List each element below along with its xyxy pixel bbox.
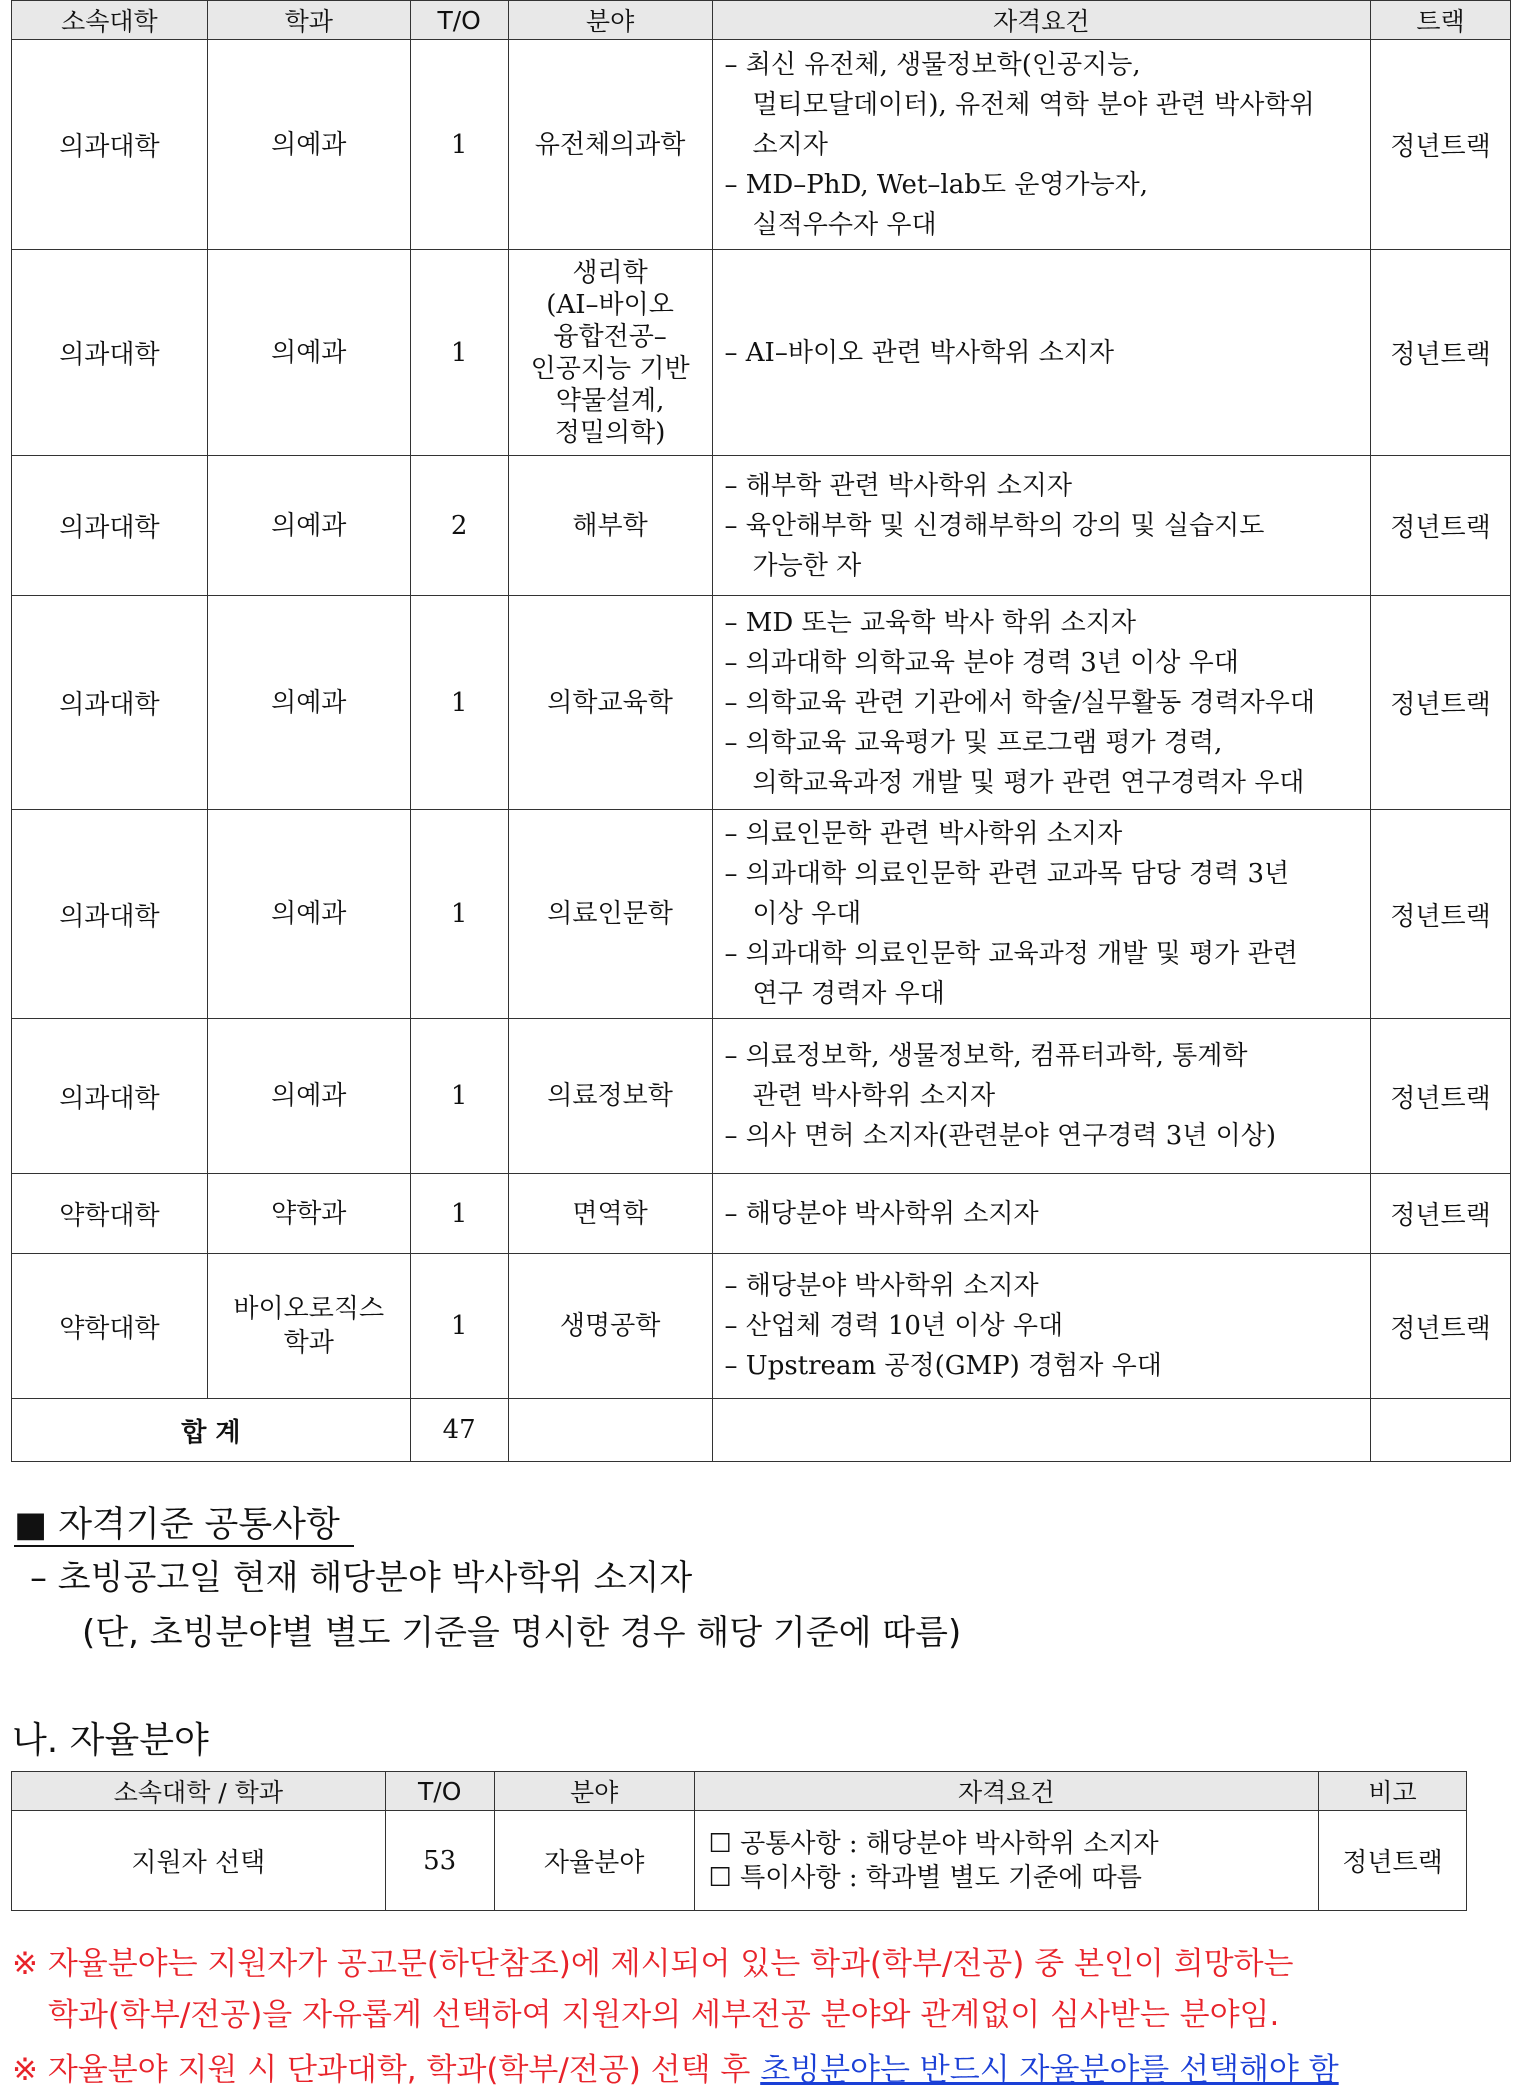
notice-line-2: 학과(학부/전공)을 자유롭게 선택하여 지원자의 세부전공 분야와 관계없이 심사받는 분야임. (48, 1997, 1280, 2033)
requirement-line: 연구 경력자 우대 (752, 979, 945, 1009)
cell-to: 1 (410, 1254, 508, 1399)
notice-line-3 (12, 2044, 1339, 2089)
total-empty-req (712, 1399, 1371, 1462)
field-line: 생명공학 (559, 1311, 661, 1341)
common-criteria-line2: (단, 초빙분야별 별도 기준을 명시한 경우 해당 기준에 따름) (82, 1613, 962, 1653)
field-line: 면역학 (572, 1198, 648, 1229)
table-row (12, 810, 1511, 1019)
table2-header-row (12, 1772, 1467, 1811)
cell-to: 1 (410, 810, 508, 1019)
table-row (12, 250, 1511, 456)
col-header-college-dept: 소속대학 / 학과 (12, 1772, 386, 1811)
table-row (12, 456, 1511, 596)
col-header-to: T/O (410, 1, 508, 40)
cell-college: 의과대학 (12, 810, 208, 1019)
cell-requirements (694, 1811, 1319, 1911)
cell-field (508, 40, 712, 250)
cell-remark: 정년트랙 (1319, 1811, 1467, 1911)
section-title-autonomous: 나. 자율분야 (12, 1720, 209, 1761)
col-header-track: 트랙 (1371, 1, 1511, 40)
col-header-field: 분야 (494, 1772, 694, 1811)
cell-requirements (712, 1174, 1371, 1254)
field-line: 의료정보학 (547, 1081, 673, 1111)
cell-requirements (712, 810, 1371, 1019)
table-body (12, 40, 1511, 1399)
requirement-line: 실적우수자 우대 (752, 209, 937, 240)
requirement-line: – 산업체 경력 10년 이상 우대 (724, 1311, 1064, 1341)
col-header-dept: 학과 (207, 1, 410, 40)
cell-to: 1 (410, 40, 508, 250)
cell-field (508, 596, 712, 810)
cell-college: 약학대학 (12, 1174, 208, 1254)
requirement-special: ☐ 특이사항 : 학과별 별도 기준에 따름 (708, 1862, 1142, 1893)
col-header-requirements: 자격요건 (712, 1, 1371, 40)
cell-track: 정년트랙 (1371, 1254, 1511, 1399)
requirement-line: – 의학교육 교육평가 및 프로그램 평가 경력, (724, 727, 1223, 758)
requirement-line: 소지자 (752, 129, 828, 160)
notice-line-3-text: ※ 자율분야 지원 시 단과대학, 학과(학부/전공) 선택 후 (12, 2052, 761, 2088)
field-line: 의료인문학 (547, 899, 673, 929)
cell-field (508, 250, 712, 456)
cell-track: 정년트랙 (1371, 596, 1511, 810)
requirement-common: ☐ 공통사항 : 해당분야 박사학위 소지자 (708, 1828, 1159, 1859)
cell-to: 1 (410, 1174, 508, 1254)
field-line: 약물설계, (555, 385, 665, 416)
field-line: 인공지능 기반 (530, 353, 690, 384)
col-header-requirements: 자격요건 (694, 1772, 1319, 1811)
requirement-line: – 의학교육 관련 기관에서 학술/실무활동 경력자우대 (724, 687, 1316, 718)
cell-dept: 의예과 (207, 456, 410, 596)
table-row (12, 1254, 1511, 1399)
field-line: (AI–바이오 (546, 289, 674, 320)
cell-dept: 의예과 (207, 1019, 410, 1174)
field-line: 유전체의과학 (534, 129, 686, 160)
cell-to: 1 (410, 250, 508, 456)
requirement-line: – 최신 유전체, 생물정보학(인공지능, (724, 49, 1141, 80)
total-empty-field (508, 1399, 712, 1462)
requirement-line: – 의료정보학, 생물정보학, 컴퓨터과학, 통계학 (724, 1041, 1248, 1071)
cell-track: 정년트랙 (1371, 40, 1511, 250)
field-line: 의학교육학 (547, 687, 673, 718)
col-header-remark: 비고 (1319, 1772, 1467, 1811)
common-criteria-line1: – 초빙공고일 현재 해당분야 박사학위 소지자 (30, 1558, 693, 1598)
cell-field (508, 810, 712, 1019)
cell-field (508, 456, 712, 596)
cell-dept: 의예과 (207, 250, 410, 456)
cell-requirements (712, 456, 1371, 596)
cell-requirements (712, 1254, 1371, 1399)
cell-dept: 의예과 (207, 596, 410, 810)
col-header-to: T/O (385, 1772, 494, 1811)
cell-track: 정년트랙 (1371, 1174, 1511, 1254)
faculty-position-table (11, 0, 1511, 1462)
cell-to: 53 (385, 1811, 494, 1911)
cell-college: 의과대학 (12, 456, 208, 596)
field-line: 해부학 (572, 510, 648, 541)
cell-dept: 지원자 선택 (12, 1811, 386, 1911)
common-criteria-title: ■ 자격기준 공통사항 (14, 1497, 354, 1547)
requirement-line: – 의과대학 의료인문학 교육과정 개발 및 평가 관련 (724, 939, 1298, 969)
col-header-field: 분야 (508, 1, 712, 40)
requirement-line: 가능한 자 (752, 550, 862, 581)
cell-field (508, 1019, 712, 1174)
cell-college: 의과대학 (12, 1019, 208, 1174)
field-line: 융합전공– (553, 321, 667, 352)
cell-dept: 바이오로직스 학과 (207, 1254, 410, 1399)
table-row (12, 1019, 1511, 1174)
cell-dept: 의예과 (207, 40, 410, 250)
cell-to: 1 (410, 1019, 508, 1174)
cell-field (508, 1254, 712, 1399)
cell-requirements (712, 250, 1371, 456)
table-row (12, 1174, 1511, 1254)
cell-to: 1 (410, 596, 508, 810)
cell-college: 의과대학 (12, 250, 208, 456)
autonomous-field-table (11, 1771, 1467, 1911)
requirement-line: 관련 박사학위 소지자 (752, 1081, 996, 1111)
requirement-line: – 해당분야 박사학위 소지자 (724, 1198, 1039, 1229)
col-header-college: 소속대학 (12, 1, 208, 40)
cell-track: 정년트랙 (1371, 810, 1511, 1019)
total-empty-track (1371, 1399, 1511, 1462)
requirement-line: – 해당분야 박사학위 소지자 (724, 1271, 1039, 1301)
total-row (12, 1399, 1511, 1462)
requirement-line: – Upstream 공정(GMP) 경험자 우대 (724, 1351, 1162, 1381)
cell-to: 2 (410, 456, 508, 596)
cell-college: 약학대학 (12, 1254, 208, 1399)
requirement-line: – 의료인문학 관련 박사학위 소지자 (724, 819, 1123, 849)
requirement-line: – 해부학 관련 박사학위 소지자 (724, 470, 1072, 501)
requirement-line: – 의사 면허 소지자(관련분야 연구경력 3년 이상) (724, 1121, 1277, 1151)
requirement-line: – 의과대학 의료인문학 관련 교과목 담당 경력 3년 (724, 859, 1290, 889)
cell-requirements (712, 40, 1371, 250)
cell-requirements (712, 1019, 1371, 1174)
requirement-line: 이상 우대 (752, 899, 862, 929)
requirement-line: 의학교육과정 개발 및 평가 관련 연구경력자 우대 (752, 767, 1305, 798)
cell-track: 정년트랙 (1371, 250, 1511, 456)
requirement-line: – 육안해부학 및 신경해부학의 강의 및 실습지도 (724, 510, 1265, 541)
requirement-line: – MD 또는 교육학 박사 학위 소지자 (724, 607, 1136, 638)
cell-field (508, 1174, 712, 1254)
notice-line-1: ※ 자율분야는 지원자가 공고문(하단참조)에 제시되어 있는 학과(학부/전공) 중 본인이 희망하는 (12, 1946, 1294, 1982)
table-row (12, 40, 1511, 250)
cell-college: 의과대학 (12, 596, 208, 810)
requirement-line: – 의과대학 의학교육 분야 경력 3년 이상 우대 (724, 647, 1239, 678)
field-line: 생리학 (572, 257, 648, 288)
requirement-line: – AI–바이오 관련 박사학위 소지자 (724, 337, 1115, 368)
table-header-row (12, 1, 1511, 40)
notice-link-select-autonomous[interactable]: 초빙분야는 반드시 자율분야를 선택해야 함 (760, 2052, 1339, 2088)
cell-requirements (712, 596, 1371, 810)
total-to: 47 (410, 1399, 508, 1462)
requirement-line: 멀티모달데이터), 유전체 역학 분야 관련 박사학위 (752, 89, 1315, 120)
cell-track: 정년트랙 (1371, 1019, 1511, 1174)
table-row (12, 596, 1511, 810)
cell-track: 정년트랙 (1371, 456, 1511, 596)
table-row (12, 1811, 1467, 1911)
cell-field: 자율분야 (494, 1811, 694, 1911)
field-line: 정밀의학) (554, 417, 666, 448)
total-label: 합 계 (12, 1399, 411, 1462)
cell-dept: 의예과 (207, 810, 410, 1019)
requirement-line: – MD–PhD, Wet–lab도 운영가능자, (724, 169, 1149, 200)
cell-college: 의과대학 (12, 40, 208, 250)
cell-dept: 약학과 (207, 1174, 410, 1254)
